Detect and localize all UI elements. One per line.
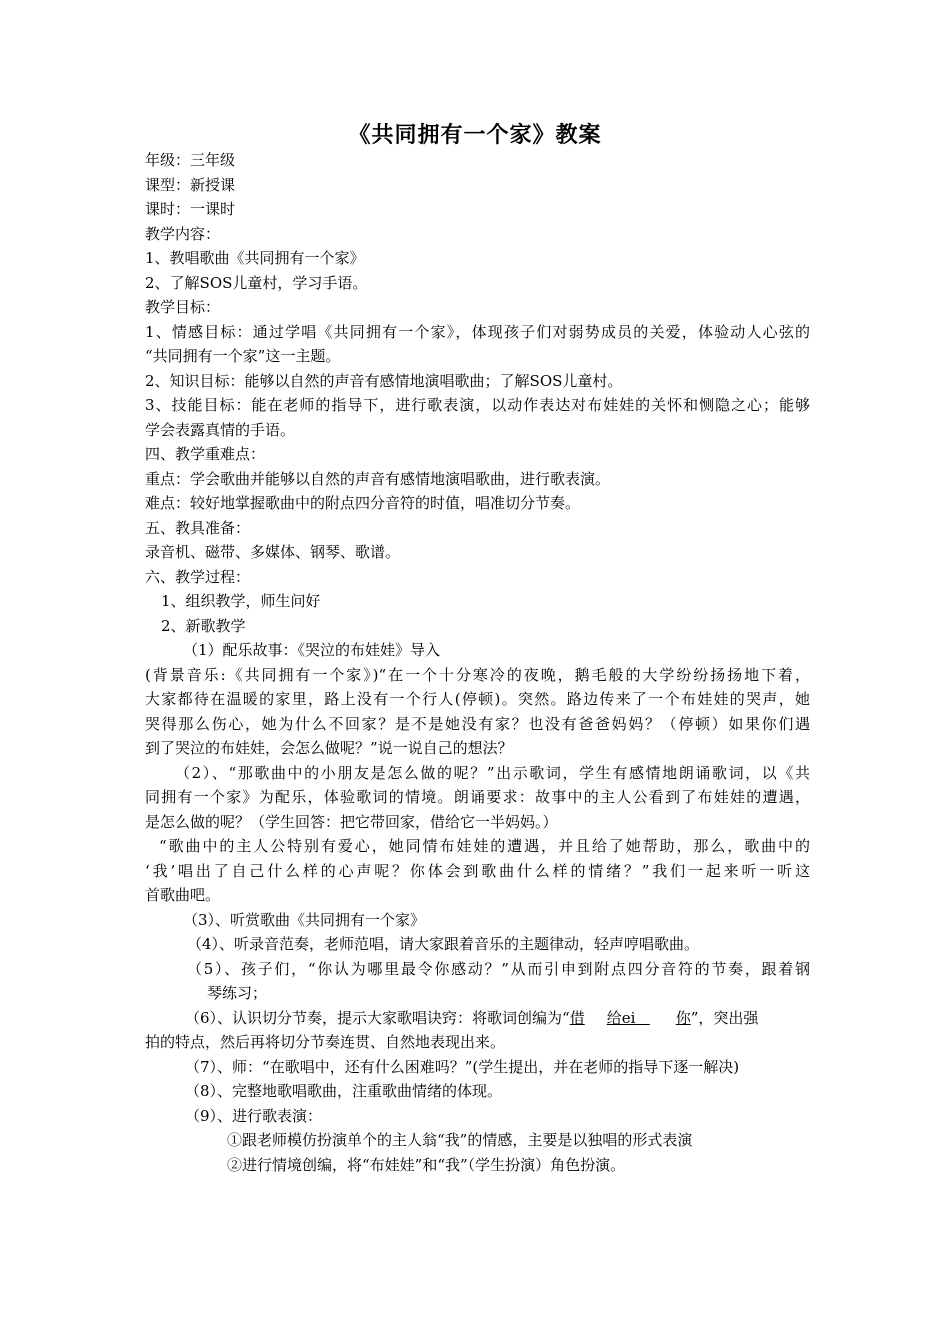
skill-objective-line-2: 学会表露真情的手语。 <box>145 420 296 439</box>
sub-step-2-line-3: 是怎么做的呢？（学生回答：把它带回家，借给它一半妈妈。） <box>145 812 558 831</box>
story-line-1: (背景音乐:《共同拥有一个家》)“在一个十分寒冷的夜晚，鹅毛般的大学纷纷扬扬地下着， <box>145 665 810 684</box>
sub-step-5-line-1: （5）、孩子们，“你认为哪里最令你感动？”从而引申到附点四分音符的节奏，跟着钢 <box>187 959 810 978</box>
skill-objective-line-1: 3、技能目标：能在老师的指导下，进行歌表演，以动作表达对布娃娃的关怀和恻隐之心；能够 <box>145 396 810 414</box>
step-1: 1、组织教学，师生问好 <box>161 592 321 610</box>
emotion-objective-line-2: “共同拥有一个家”这一主题。 <box>145 347 341 365</box>
sub-step-7: （7）、师：“在歌唱中，还有什么困难吗？”(学生提出，并在老师的指导下逐一解决) <box>185 1057 740 1076</box>
grade-line: 年级：三年级 <box>145 151 236 169</box>
content-item-2: 2、了解SOS儿童村，学习手语。 <box>145 273 368 292</box>
sub-step-1: （1）配乐故事：《哭泣的布娃娃》导入 <box>183 641 441 659</box>
question-line-2: ‘我’唱出了自己什么样的心声呢？你体会到歌曲什么样的情绪？”我们一起来听一听这 <box>145 861 810 880</box>
lesson-type-line: 课型：新授课 <box>145 175 236 194</box>
objectives-heading: 教学目标： <box>145 298 221 316</box>
focus-heading: 四、教学重难点： <box>145 445 266 463</box>
question-line-3: 首歌曲吧。 <box>145 886 221 904</box>
lyric-word-give: 给ei <box>606 1008 636 1027</box>
sub-step-6-line-2: 拍的特点，然后再将切分节奏连贯、自然地表现出来。 <box>145 1033 506 1051</box>
sub-step-6-prefix: （6）、认识切分节奏，提示大家歌唱诀窍：将歌词创编为“ <box>185 1008 570 1027</box>
document-title: 《共同拥有一个家》教案 <box>348 122 602 148</box>
tools-list: 录音机、磁带、多媒体、钢琴、歌谱。 <box>145 543 401 561</box>
key-point: 重点：学会歌曲并能够以自然的声音有感情地演唱歌曲，进行歌表演。 <box>145 469 611 488</box>
sub-step-3: （3）、听赏歌曲《共同拥有一个家》 <box>183 910 426 929</box>
sub-step-6-line-1 <box>145 1006 810 1031</box>
question-line-1: “歌曲中的主人公特别有爱心，她同情布娃娃的遭遇，并且给了她帮助，那么，歌曲中的 <box>159 837 810 855</box>
lyric-word-you: 你 <box>675 1008 691 1027</box>
sub-step-5-line-2: 琴练习； <box>207 984 268 1002</box>
document-body <box>145 148 810 1177</box>
sub-step-9: （9）、进行歌表演： <box>185 1106 323 1125</box>
sub-step-2-line-2: 同拥有一个家》为配乐，体验歌词的情境。朗诵要求：故事中的主人公看到了布娃娃的遭遇， <box>145 788 810 806</box>
process-heading: 六、教学过程： <box>145 567 251 586</box>
sub-step-9-item-1: ①跟老师模仿扮演单个的主人翁“我”的情感，主要是以独唱的形式表演 <box>227 1131 693 1149</box>
emotion-objective-line-1: 1、情感目标：通过学唱《共同拥有一个家》，体现孩子们对弱势成员的关爱，体验动人心弦的 <box>145 322 810 341</box>
story-line-2: 大家都待在温暖的家里，路上没有一个行人(停顿)。突然。路边传来了一个布娃娃的哭声，她 <box>145 690 810 708</box>
sub-step-8: （8）、完整地歌唱歌曲，注重歌曲情绪的体现。 <box>185 1082 503 1100</box>
sub-step-2-line-1: （2）、“那歌曲中的小朋友是怎么做的呢？”出示歌词，学生有感情地朗诵歌词，以《共 <box>175 763 810 782</box>
sub-step-4: （4）、听录音范奏，老师范唱，请大家跟着音乐的主题律动，轻声哼唱歌曲。 <box>187 935 700 953</box>
lesson-time-line: 课时：一课时 <box>145 200 236 218</box>
lyric-word-borrow: 借 <box>569 1008 585 1027</box>
step-2: 2、新歌教学 <box>161 616 246 635</box>
difficult-point: 难点：较好地掌握歌曲中的附点四分音符的时值，唱准切分节奏。 <box>145 494 581 512</box>
tools-heading: 五、教具准备： <box>145 518 251 537</box>
story-line-4: 到了哭泣的布娃娃，会怎么做呢？”说一说自己的想法？ <box>145 739 513 757</box>
sub-step-6-suffix: ”，突出强 <box>690 1008 759 1027</box>
sub-step-9-item-2: ②进行情境创编，将“布娃娃”和“我”（学生扮演）角色扮演。 <box>227 1155 626 1174</box>
content-item-1: 1、教唱歌曲《共同拥有一个家》 <box>145 249 365 267</box>
knowledge-objective: 2、知识目标：能够以自然的声音有感情地演唱歌曲；了解SOS儿童村。 <box>145 371 623 390</box>
story-line-3: 哭得那么伤心，她为什么不回家？是不是她没有家？也没有爸爸妈妈？（停顿）如果你们遇 <box>145 714 810 733</box>
content-heading: 教学内容： <box>145 224 221 243</box>
